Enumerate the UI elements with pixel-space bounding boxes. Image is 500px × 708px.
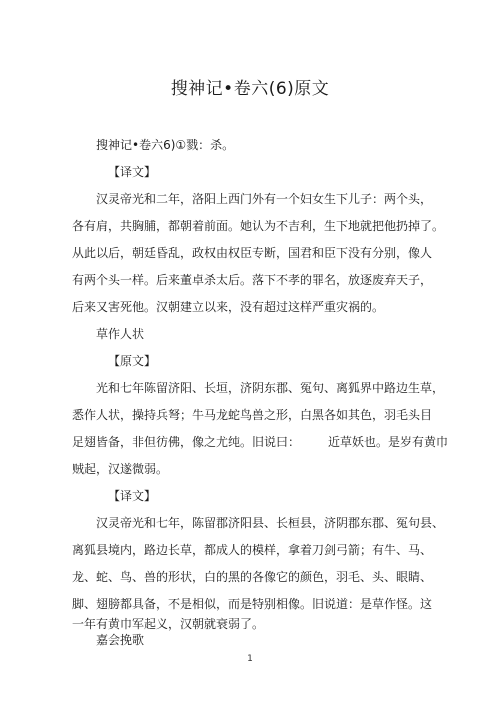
paragraph-line: 悉作人状，操持兵弩；牛马龙蛇鸟兽之形，白黑各如其色，羽毛头目: [72, 408, 433, 422]
paragraph-line: 从此以后，朝廷昏乱，政权由权臣专断，国君和臣下没有分别，像人: [72, 246, 433, 260]
paragraph-line: 贼起，汉遂微弱。: [72, 462, 169, 476]
page-number: 1: [247, 654, 253, 664]
paragraph-line: 后来又害死他。汉朝建立以来，没有超过这样严重灾祸的。: [72, 300, 385, 314]
paragraph-segment: 足翅皆备，非但彷佛，像之尤纯。旧说曰：: [72, 435, 301, 449]
page-title: 搜神记•卷六(6)原文: [170, 79, 330, 99]
note-line: 搜神记•卷六6)①戮：杀。: [96, 138, 235, 152]
paragraph-line: 各有肩，共胸脯，都朝着前面。她认为不吉利，生下地就把他扔掉了。: [72, 219, 445, 233]
paragraph-segment: 近草妖也。是岁有黄巾: [328, 435, 449, 449]
paragraph-line: 脚、翅膀都具备，不是相似，而是特别相像。旧说道：是草作怪。这: [72, 597, 433, 611]
section-heading-original: 【原文】: [108, 354, 157, 368]
paragraph-line: 一年有黄巾军起义，汉朝就衰弱了。: [72, 617, 265, 631]
paragraph-line: 汉灵帝光和二年，洛阳上西门外有一个妇女生下儿子：两个头，: [96, 192, 433, 206]
paragraph-line: 离狐县境内，路边长草，都成人的模样，拿着刀剑弓箭；有牛、马、: [72, 543, 433, 557]
paragraph-line: 龙、蛇、鸟、兽的形状，白的黑的各像它的颜色，羽毛、头、眼睛、: [72, 570, 433, 584]
paragraph-line: 有两个头一样。后来董卓杀太后。落下不孝的罪名，放逐废弃天子，: [72, 273, 433, 287]
section-heading-translation: 【译文】: [108, 489, 157, 503]
section-title-jia-hui-wan-ge: 嘉会挽歌: [96, 633, 145, 647]
section-heading-translation: 【译文】: [108, 165, 157, 179]
paragraph-line: 光和七年陈留济阳、长垣，济阴东郡、冤句、离狐界中路边生草，: [96, 381, 445, 395]
paragraph-line: [72, 433, 448, 451]
section-title-cao-zuo-ren-zhuang: 草作人状: [96, 327, 145, 341]
paragraph-line: 汉灵帝光和七年，陈留郡济阳县、长桓县，济阴郡东郡、冤句县、: [96, 516, 445, 530]
